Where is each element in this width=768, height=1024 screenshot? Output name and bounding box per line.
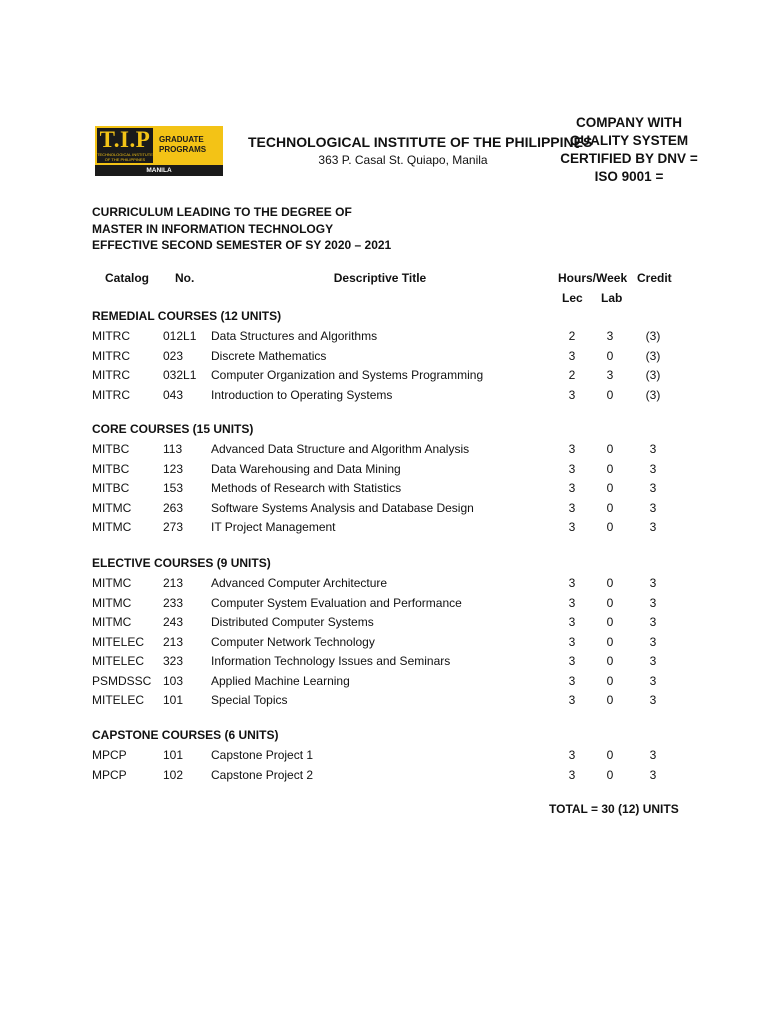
course-lec-hours: 3	[568, 520, 576, 534]
course-credit: 3	[649, 595, 657, 610]
course-title: Special Topics	[211, 693, 288, 707]
curriculum-heading	[92, 204, 391, 254]
course-title: Data Warehousing and Data Mining	[211, 461, 401, 476]
course-lab-hours: 0	[606, 442, 614, 456]
institution-address: 363 P. Casal St. Quiapo, Manila	[318, 153, 488, 167]
course-lab-hours: 0	[606, 500, 614, 515]
course-title: Software Systems Analysis and Database Design	[211, 500, 474, 515]
header-title: Descriptive Title	[333, 271, 427, 285]
course-credit: (3)	[645, 348, 661, 363]
logo-line-1: GRADUATE	[159, 135, 204, 144]
course-catalog: MITELEC	[92, 693, 145, 707]
course-number: 323	[163, 654, 184, 668]
course-lab-hours: 0	[606, 348, 614, 363]
institution-name: TECHNOLOGICAL INSTITUTE OF THE PHILIPPINES	[248, 134, 593, 150]
course-lab-hours: 0	[606, 693, 614, 707]
logo-graduate-programs	[159, 135, 221, 155]
course-number: 243	[163, 615, 184, 629]
section-title: CORE COURSES (15 UNITS)	[92, 422, 254, 436]
course-row	[0, 329, 768, 348]
course-number: 023	[163, 348, 184, 363]
course-row	[0, 596, 768, 615]
course-credit: 3	[649, 673, 657, 688]
course-lec-hours: 3	[568, 748, 576, 762]
course-lec-hours: 3	[568, 654, 576, 668]
course-catalog: MITRC	[92, 387, 130, 402]
course-lab-hours: 0	[606, 615, 614, 629]
course-title: Data Structures and Algorithms	[211, 329, 378, 343]
course-row	[0, 768, 768, 787]
course-lab-hours: 0	[606, 673, 614, 688]
course-row	[0, 654, 768, 673]
header-hours-week: Hours/Week	[558, 271, 628, 285]
course-lec-hours: 3	[568, 387, 576, 402]
section-title: REMEDIAL COURSES (12 UNITS)	[92, 309, 282, 323]
course-credit: 3	[649, 767, 657, 782]
course-catalog: MITRC	[92, 368, 130, 382]
course-row	[0, 674, 768, 693]
course-lab-hours: 0	[606, 520, 614, 534]
course-title: Applied Machine Learning	[211, 673, 350, 688]
course-lec-hours: 3	[568, 576, 576, 590]
course-lec-hours: 3	[568, 442, 576, 456]
course-lab-hours: 3	[606, 329, 614, 343]
course-lec-hours: 3	[568, 461, 576, 476]
course-title: Information Technology Issues and Seminars	[211, 654, 451, 668]
course-catalog: MITMC	[92, 500, 132, 515]
course-credit: 3	[649, 461, 657, 476]
course-title: Computer System Evaluation and Performance	[211, 595, 462, 610]
logo-campus: MANILA	[146, 167, 172, 174]
course-number: 113	[163, 442, 183, 456]
course-row	[0, 349, 768, 368]
course-title: Methods of Research with Statistics	[211, 481, 402, 495]
logo-line-2: PROGRAMS	[159, 145, 207, 154]
course-lab-hours: 0	[606, 461, 614, 476]
course-title: Capstone Project 2	[211, 767, 314, 782]
course-title: Advanced Computer Architecture	[211, 576, 388, 590]
course-number: 213	[163, 634, 184, 649]
course-title: Introduction to Operating Systems	[211, 387, 393, 402]
course-lec-hours: 3	[568, 500, 576, 515]
course-title: Capstone Project 1	[211, 748, 314, 762]
course-catalog: MPCP	[92, 767, 127, 782]
course-credit: 3	[649, 634, 657, 649]
course-credit: 3	[649, 654, 657, 668]
course-lab-hours: 3	[606, 368, 614, 382]
course-credit: 3	[649, 748, 657, 762]
course-catalog: MITELEC	[92, 654, 145, 668]
cert-line: CERTIFIED BY DNV =	[560, 151, 698, 166]
course-catalog: MITBC	[92, 481, 130, 495]
course-lec-hours: 3	[568, 595, 576, 610]
course-credit: (3)	[645, 387, 661, 402]
course-lec-hours: 3	[568, 481, 576, 495]
course-number: 101	[163, 748, 184, 762]
course-catalog: MPCP	[92, 748, 127, 762]
course-number: 123	[163, 461, 184, 476]
course-number: 263	[163, 500, 184, 515]
course-row	[0, 388, 768, 407]
cert-line: COMPANY WITH	[576, 115, 682, 130]
course-lab-hours: 0	[606, 387, 614, 402]
course-credit: 3	[649, 520, 657, 534]
course-number: 103	[163, 673, 184, 688]
course-catalog: MITBC	[92, 442, 130, 456]
cert-line: QUALITY SYSTEM	[569, 133, 689, 148]
course-credit: 3	[649, 500, 657, 515]
section-title: ELECTIVE COURSES (9 UNITS)	[92, 556, 271, 570]
course-credit: 3	[649, 693, 657, 707]
course-lec-hours: 2	[568, 329, 576, 343]
course-row	[0, 442, 768, 461]
course-title: Computer Network Technology	[211, 634, 375, 649]
section-title: CAPSTONE COURSES (6 UNITS)	[92, 728, 279, 742]
course-credit: 3	[649, 481, 657, 495]
course-title: Discrete Mathematics	[211, 348, 327, 363]
course-lab-hours: 0	[606, 748, 614, 762]
course-row	[0, 635, 768, 654]
course-lab-hours: 0	[606, 576, 614, 590]
header-credit: Credit	[637, 271, 672, 285]
course-lec-hours: 2	[568, 368, 576, 382]
course-lab-hours: 0	[606, 767, 614, 782]
course-lec-hours: 3	[568, 693, 576, 707]
total-units: TOTAL = 30 (12) UNITS	[549, 802, 679, 816]
course-credit: 3	[649, 576, 657, 590]
course-lab-hours: 0	[606, 595, 614, 610]
course-catalog: MITMC	[92, 615, 132, 629]
course-row	[0, 501, 768, 520]
course-lab-hours: 0	[606, 481, 614, 495]
logo-tip-subtext: TECHNOLOGICAL INSTITUTE OF THE PHILIPPINES	[97, 153, 153, 162]
course-lab-hours: 0	[606, 654, 614, 668]
course-lab-hours: 0	[606, 634, 614, 649]
course-title: Computer Organization and Systems Programming	[211, 368, 484, 382]
course-catalog: MITRC	[92, 348, 130, 363]
course-catalog: MITMC	[92, 576, 132, 590]
course-number: 233	[163, 595, 184, 610]
curriculum-line: MASTER IN INFORMATION TECHNOLOGY	[92, 221, 334, 236]
course-row	[0, 693, 768, 712]
curriculum-line: CURRICULUM LEADING TO THE DEGREE OF	[92, 205, 352, 219]
logo-tip-text: T.I.P	[97, 128, 153, 163]
course-number: 102	[163, 767, 184, 782]
course-row	[0, 615, 768, 634]
course-catalog: MITRC	[92, 329, 130, 343]
course-number: 153	[163, 481, 184, 495]
tip-logo	[95, 126, 223, 176]
course-lec-hours: 3	[568, 615, 576, 629]
course-credit: (3)	[645, 368, 661, 382]
course-credit: 3	[649, 442, 657, 456]
header-no: No.	[175, 271, 195, 285]
course-row	[0, 576, 768, 595]
course-lec-hours: 3	[568, 767, 576, 782]
course-number: 101	[163, 693, 184, 707]
course-title: Distributed Computer Systems	[211, 615, 374, 629]
course-lec-hours: 3	[568, 348, 576, 363]
course-catalog: MITBC	[92, 461, 130, 476]
course-credit: (3)	[645, 329, 661, 343]
course-row	[0, 520, 768, 539]
course-number: 213	[163, 576, 184, 590]
course-title: IT Project Management	[211, 520, 336, 534]
header-lab: Lab	[601, 291, 623, 305]
course-row	[0, 748, 768, 767]
course-number: 012L1	[163, 329, 197, 343]
course-title: Advanced Data Structure and Algorithm Analysis	[211, 442, 470, 456]
course-catalog: MITELEC	[92, 634, 145, 649]
cert-line: ISO 9001 =	[594, 169, 664, 184]
course-number: 032L1	[163, 368, 197, 382]
course-number: 273	[163, 520, 184, 534]
header-lec: Lec	[562, 291, 583, 305]
curriculum-line: EFFECTIVE SECOND SEMESTER OF SY 2020 – 2021	[92, 238, 392, 252]
header-catalog: Catalog	[105, 271, 150, 285]
certification-block	[560, 114, 698, 186]
course-lec-hours: 3	[568, 673, 576, 688]
course-lec-hours: 3	[568, 634, 576, 649]
course-catalog: MITMC	[92, 595, 132, 610]
course-catalog: MITMC	[92, 520, 132, 534]
course-number: 043	[163, 387, 184, 402]
course-row	[0, 462, 768, 481]
course-row	[0, 368, 768, 387]
course-catalog: PSMDSSC	[92, 673, 152, 688]
course-credit: 3	[649, 615, 657, 629]
course-row	[0, 481, 768, 500]
